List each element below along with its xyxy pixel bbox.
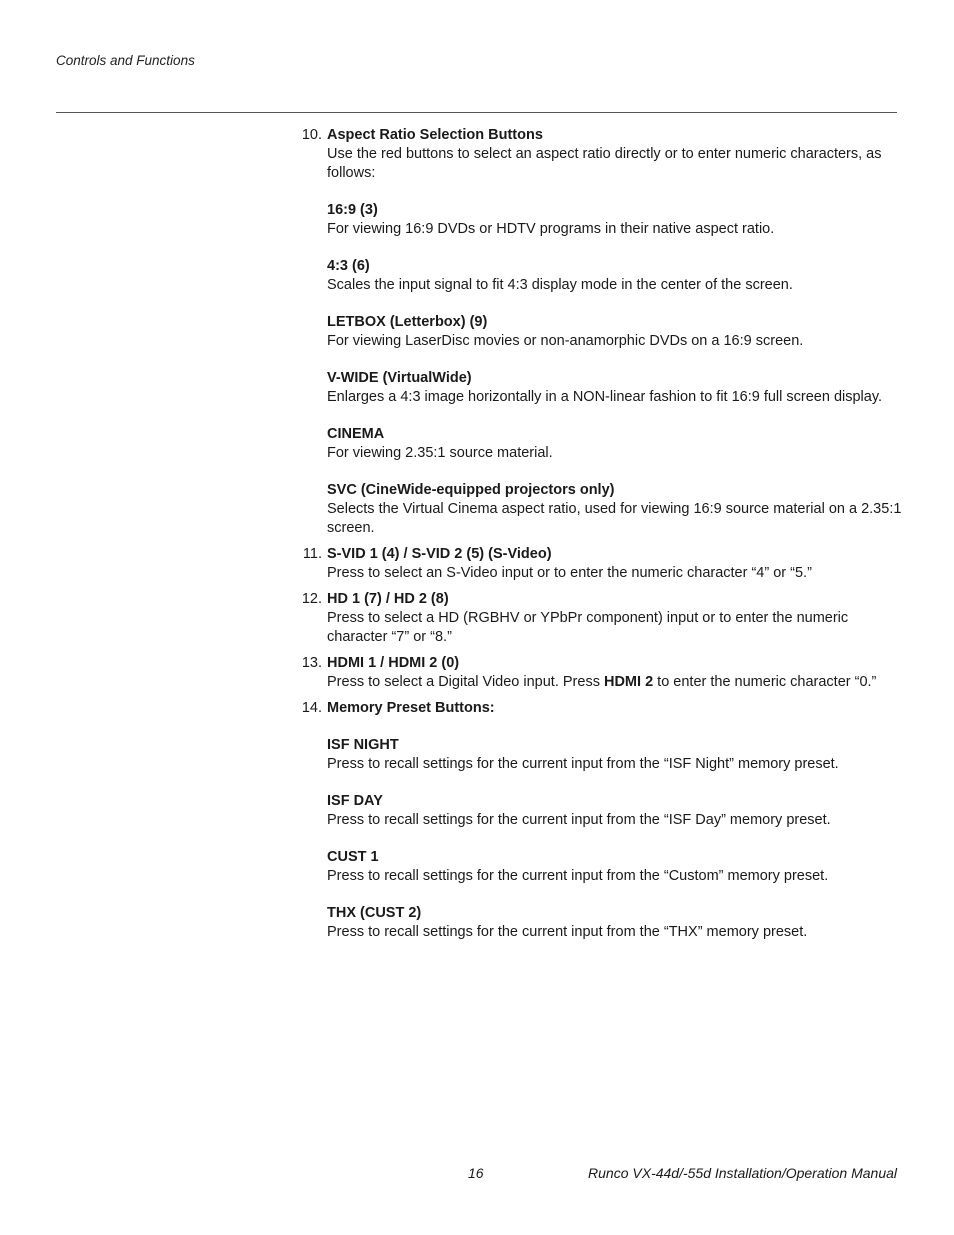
item-title: Aspect Ratio Selection Buttons bbox=[327, 127, 543, 143]
sub-item-isf-day bbox=[327, 792, 902, 830]
sub-item-label: 4:3 (6) bbox=[327, 258, 370, 274]
sub-item-label: CUST 1 bbox=[327, 849, 379, 865]
sub-item-svc bbox=[327, 481, 902, 538]
sub-item-label: THX (CUST 2) bbox=[327, 905, 422, 921]
sub-item-description: Enlarges a 4:3 image horizontally in a NON-linear fashion to fit 16:9 full screen display. bbox=[327, 389, 883, 405]
description-bold-text: HDMI 2 bbox=[603, 674, 654, 690]
sub-item-label: ISF DAY bbox=[327, 793, 383, 809]
sub-item-description: For viewing 16:9 DVDs or HDTV programs in their native aspect ratio. bbox=[327, 221, 775, 237]
list-item-12 bbox=[301, 590, 902, 647]
sub-item-cinema bbox=[327, 425, 902, 463]
header-rule bbox=[56, 112, 897, 113]
item-title: S-VID 1 (4) / S-VID 2 (5) (S-Video) bbox=[327, 546, 552, 562]
sub-item-label: SVC (CineWide-equipped projectors only) bbox=[327, 482, 615, 498]
item-description bbox=[327, 673, 902, 692]
sub-item-letbox bbox=[327, 313, 902, 351]
sub-item-label: ISF NIGHT bbox=[327, 737, 399, 753]
item-number: 14 . bbox=[298, 699, 322, 718]
item-description: Press to select an S-Video input or to enter the numeric character “4” or “5.” bbox=[327, 565, 812, 581]
sub-item-thx bbox=[327, 904, 902, 942]
sub-item-description: Press to recall settings for the current input from the “ISF Day” memory preset. bbox=[327, 812, 831, 828]
item-number: 10 . bbox=[298, 126, 322, 145]
sub-item-label: CINEMA bbox=[327, 426, 385, 442]
sub-item-description: Press to recall settings for the current input from the “ISF Night” memory preset. bbox=[327, 756, 839, 772]
sub-item-label: 16:9 (3) bbox=[327, 202, 378, 218]
page-number: 16 bbox=[468, 1165, 484, 1181]
sub-item-description: Scales the input signal to fit 4:3 display mode in the center of the screen. bbox=[327, 277, 793, 293]
sub-item-label: LETBOX (Letterbox) (9) bbox=[327, 314, 488, 330]
list-item-10 bbox=[301, 126, 902, 538]
sub-item-description: Press to recall settings for the current input from the “Custom” memory preset. bbox=[327, 868, 829, 884]
sub-item-description: For viewing 2.35:1 source material. bbox=[327, 445, 553, 461]
sub-item-label: V-WIDE (VirtualWide) bbox=[327, 370, 472, 386]
item-title: HD 1 (7) / HD 2 (8) bbox=[327, 591, 449, 607]
item-number: 13 . bbox=[298, 654, 322, 673]
item-title: HDMI 1 / HDMI 2 (0) bbox=[327, 655, 460, 671]
main-content bbox=[301, 126, 902, 949]
sub-item-v-wide bbox=[327, 369, 902, 407]
item-title: Memory Preset Buttons: bbox=[327, 700, 495, 716]
item-number: 11 . bbox=[298, 545, 322, 564]
item-description: Use the red buttons to select an aspect ratio directly or to enter numeric characters, as follows: bbox=[327, 146, 882, 181]
manual-title: Runco VX-44d/-55d Installation/Operation Manual bbox=[588, 1165, 897, 1181]
running-header: Controls and Functions bbox=[56, 53, 195, 68]
sub-item-description: Press to recall settings for the current input from the “THX” memory preset. bbox=[327, 924, 808, 940]
sub-item-description: For viewing LaserDisc movies or non-anamorphic DVDs on a 16:9 screen. bbox=[327, 333, 804, 349]
item-description: Press to select a HD (RGBHV or YPbPr component) input or to enter the numeric character “7” or “8.” bbox=[327, 610, 849, 645]
sub-item-cust-1 bbox=[327, 848, 902, 886]
description-text: Press to select a Digital Video input. Press bbox=[327, 674, 604, 690]
list-item-14 bbox=[301, 699, 902, 942]
item-number: 12 . bbox=[298, 590, 322, 609]
sub-item-16-9 bbox=[327, 201, 902, 239]
sub-item-4-3 bbox=[327, 257, 902, 295]
sub-item-isf-night bbox=[327, 736, 902, 774]
sub-item-description: Selects the Virtual Cinema aspect ratio, used for viewing 16:9 source material on a 2.35:1 screen. bbox=[327, 501, 902, 536]
list-item-13 bbox=[301, 654, 902, 692]
list-item-11 bbox=[302, 545, 902, 583]
description-text: to enter the numeric character “0.” bbox=[653, 674, 877, 690]
